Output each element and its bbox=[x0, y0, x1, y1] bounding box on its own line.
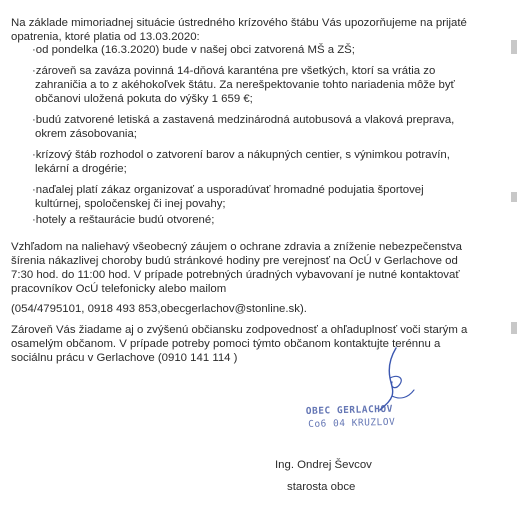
closing-paragraph-line-3: sociálnu prácu v Gerlachove (0910 141 114 ) bbox=[11, 352, 238, 364]
closing-paragraph-line-1: Zároveň Vás žiadame aj o zvýšenú občiansku zodpovednosť a ohľaduplnosť voči starým a bbox=[11, 324, 468, 336]
measure-4-line-2: lekární a drogérie; bbox=[35, 163, 127, 175]
measure-2-line-3: občanovi uložená pokuta do výšky 1 659 €; bbox=[35, 93, 253, 105]
measure-3-line-1: ·budú zatvorené letiská a zastavená medzinárodná autobusová a vlaková preprava, bbox=[32, 114, 455, 126]
measure-5-line-1: ·naďalej platí zákaz organizovať a usporadúvať hromadné podujatia športovej bbox=[32, 184, 424, 196]
stamp-line-1: OBEC GERLACHOV bbox=[305, 403, 394, 418]
contact-paragraph-line-1: Vzhľadom na naliehavý všeobecný záujem o ochrane zdravia a zníženie nebezpečenstva bbox=[11, 241, 462, 253]
scan-edge-mark bbox=[511, 192, 517, 202]
contact-paragraph-line-3: 7:30 hod. do 11:00 hod. V prípade potrebných úradných vybavovaní je nutné kontaktovať bbox=[11, 269, 460, 281]
measure-5-line-2: kultúrnej, spoločenskej či inej povahy; bbox=[35, 198, 226, 210]
contact-details: (054/4795101, 0918 493 853,obecgerlachov@stonline.sk). bbox=[11, 303, 307, 315]
stamp-line-2: Co6 04 KRUZLOV bbox=[308, 416, 396, 430]
measure-2-line-1: ·zároveň sa zaváza povinná 14-dňová karanténa pre všetkých, ktorí sa vrátia zo bbox=[32, 65, 436, 77]
signatory-title: starosta obce bbox=[287, 481, 356, 493]
scan-edge-mark bbox=[511, 40, 517, 54]
intro-line-2: opatrenia, ktoré platia od 13.03.2020: bbox=[11, 31, 200, 43]
contact-paragraph-line-2: šírenia nákazlivej choroby budú stránkové hodiny pre verejnosť na OcÚ v Gerlachove od bbox=[11, 255, 458, 267]
intro-line-1: Na základe mimoriadnej situácie ústredného krízového štábu Vás upozorňujeme na prijaté bbox=[11, 17, 467, 29]
measure-6-line-1: ·hotely a reštaurácie budú otvorené; bbox=[32, 214, 215, 226]
scan-edge-mark bbox=[511, 322, 517, 334]
official-stamp bbox=[296, 403, 396, 432]
measure-2-line-2: zahraničia a to z akéhokoľvek štátu. Za nerešpektovanie tohto nariadenia môže byť bbox=[35, 79, 455, 91]
measure-3-line-2: okrem zásobovania; bbox=[35, 128, 137, 140]
measure-4-line-1: ·krízový štáb rozhodol o zatvorení barov a nákupných centier, s výnimkou potravín, bbox=[32, 149, 450, 161]
closing-paragraph-line-2: osamelým občanom. V prípade potreby pomoci týmto občanom kontaktujte terénnu a bbox=[11, 338, 441, 350]
signatory-name: Ing. Ondrej Ševcov bbox=[275, 459, 372, 471]
contact-paragraph-line-4: pracovníkov OcÚ telefonicky alebo mailom bbox=[11, 283, 227, 295]
measure-1-line-1: ·od pondelka (16.3.2020) bude v našej obci zatvorená MŠ a ZŠ; bbox=[32, 44, 355, 56]
